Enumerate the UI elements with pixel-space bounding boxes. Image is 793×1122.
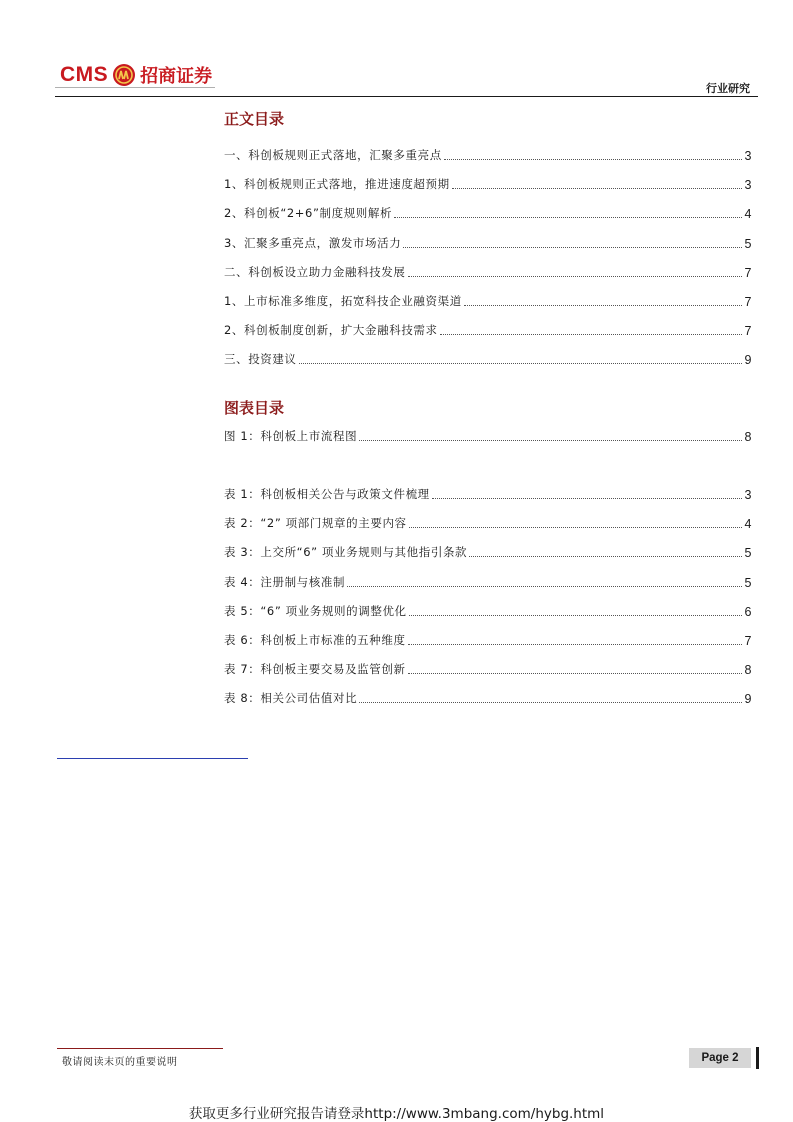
dot-leader <box>403 247 742 248</box>
table-entry[interactable] <box>224 661 752 677</box>
cms-logo <box>60 60 212 90</box>
toc-entry[interactable] <box>224 264 752 280</box>
toc-entry-label: 2、科创板“2+6”制度规则解析 <box>224 206 393 221</box>
footer-divider <box>57 1048 223 1049</box>
dot-leader <box>408 276 743 277</box>
table-entry[interactable] <box>224 632 752 648</box>
disclaimer-text: 敬请阅读末页的重要说明 <box>62 1057 178 1068</box>
toc-entry-label: 3、汇聚多重亮点，激发市场活力 <box>224 235 402 250</box>
dot-leader <box>440 334 743 335</box>
dot-leader <box>299 363 743 364</box>
table-entry[interactable] <box>224 690 752 706</box>
table-entry-page: 4 <box>744 517 752 532</box>
footnote-divider <box>57 758 248 759</box>
dot-leader <box>409 527 743 528</box>
logo-cms-text: CMS <box>60 63 109 86</box>
table-entry-label: 表 6：科创板上市标准的五种维度 <box>224 633 406 647</box>
table-entry[interactable] <box>224 574 752 590</box>
logo-emblem-icon <box>112 63 136 87</box>
toc-entry-label: 三、投资建议 <box>224 352 297 367</box>
download-note: 获取更多行业研究报告请登录http://www.3mbang.com/hybg.html <box>188 1106 605 1122</box>
dot-leader <box>444 159 743 160</box>
dot-leader <box>409 615 743 616</box>
figure-entry-page: 8 <box>744 430 752 444</box>
table-entry[interactable] <box>224 603 752 619</box>
figure-entry[interactable] <box>224 428 752 444</box>
figure-entry-label: 图 1：科创板上市流程图 <box>224 429 358 443</box>
toc-entry-page: 9 <box>744 353 752 368</box>
page-header <box>55 58 758 98</box>
toc-entry[interactable] <box>224 235 752 251</box>
report-type-label: 行业研究 <box>706 82 750 95</box>
table-entry-page: 6 <box>744 604 752 619</box>
toc-entry-label: 2、科创板制度创新，扩大金融科技需求 <box>224 323 438 338</box>
table-entry[interactable] <box>224 486 752 502</box>
page-number-bar <box>756 1047 759 1069</box>
table-entry-label: 表 7：科创板主要交易及监管创新 <box>224 662 406 677</box>
dot-leader <box>469 556 742 557</box>
header-divider <box>55 96 758 97</box>
toc-entry[interactable] <box>224 147 752 163</box>
dot-leader <box>432 498 743 499</box>
figures-title: 图表目录 <box>224 399 285 417</box>
toc-entry-page: 3 <box>744 178 752 193</box>
page-number-badge: Page 2 <box>689 1048 751 1068</box>
toc-entry[interactable] <box>224 176 752 192</box>
dot-leader <box>408 673 743 674</box>
toc-entry-page: 4 <box>744 207 752 222</box>
dot-leader <box>452 188 743 189</box>
toc-title: 正文目录 <box>224 110 285 128</box>
toc-entry[interactable] <box>224 293 752 309</box>
dot-leader <box>464 305 743 306</box>
toc-entry-page: 5 <box>744 236 752 251</box>
dot-leader <box>347 586 742 587</box>
dot-leader <box>394 217 742 218</box>
toc-entry[interactable] <box>224 322 752 338</box>
table-entry-label: 表 1：科创板相关公告与政策文件梳理 <box>224 487 430 501</box>
dot-leader <box>359 440 742 441</box>
table-entry-page: 5 <box>744 546 752 561</box>
table-entry-label: 表 8：相关公司估值对比 <box>224 691 358 706</box>
logo-underline <box>55 87 215 88</box>
toc-entry-page: 7 <box>744 265 752 280</box>
table-entry-page: 5 <box>744 575 752 590</box>
toc-entry-label: 1、科创板规则正式落地，推进速度超预期 <box>224 177 450 192</box>
toc-entry-label: 1、上市标准多维度，拓宽科技企业融资渠道 <box>224 294 462 308</box>
table-entry[interactable] <box>224 515 752 531</box>
table-entry-label: 表 2：“2” 项部门规章的主要内容 <box>224 516 407 531</box>
table-entry-page: 9 <box>744 692 752 707</box>
toc-entry-label: 二、科创板设立助力金融科技发展 <box>224 264 406 279</box>
toc-entry-page: 7 <box>744 324 752 339</box>
table-entry-page: 3 <box>744 488 752 502</box>
table-entry[interactable] <box>224 544 752 560</box>
toc-entry-page: 7 <box>744 295 752 309</box>
table-entry-page: 7 <box>744 634 752 648</box>
table-entry-label: 表 5：“6” 项业务规则的调整优化 <box>224 603 407 618</box>
table-entry-page: 8 <box>744 663 752 678</box>
toc-entry-page: 3 <box>744 149 752 163</box>
table-entry-label: 表 4：注册制与核准制 <box>224 574 346 589</box>
toc-entry[interactable] <box>224 205 752 221</box>
toc-entry[interactable] <box>224 351 752 367</box>
table-entry-label: 表 3：上交所“6” 项业务规则与其他指引条款 <box>224 545 468 560</box>
logo-cn-text: 招商证券 <box>140 66 213 87</box>
dot-leader <box>408 644 743 645</box>
toc-entry-label: 一、科创板规则正式落地，汇聚多重亮点 <box>224 148 442 162</box>
dot-leader <box>359 702 742 703</box>
